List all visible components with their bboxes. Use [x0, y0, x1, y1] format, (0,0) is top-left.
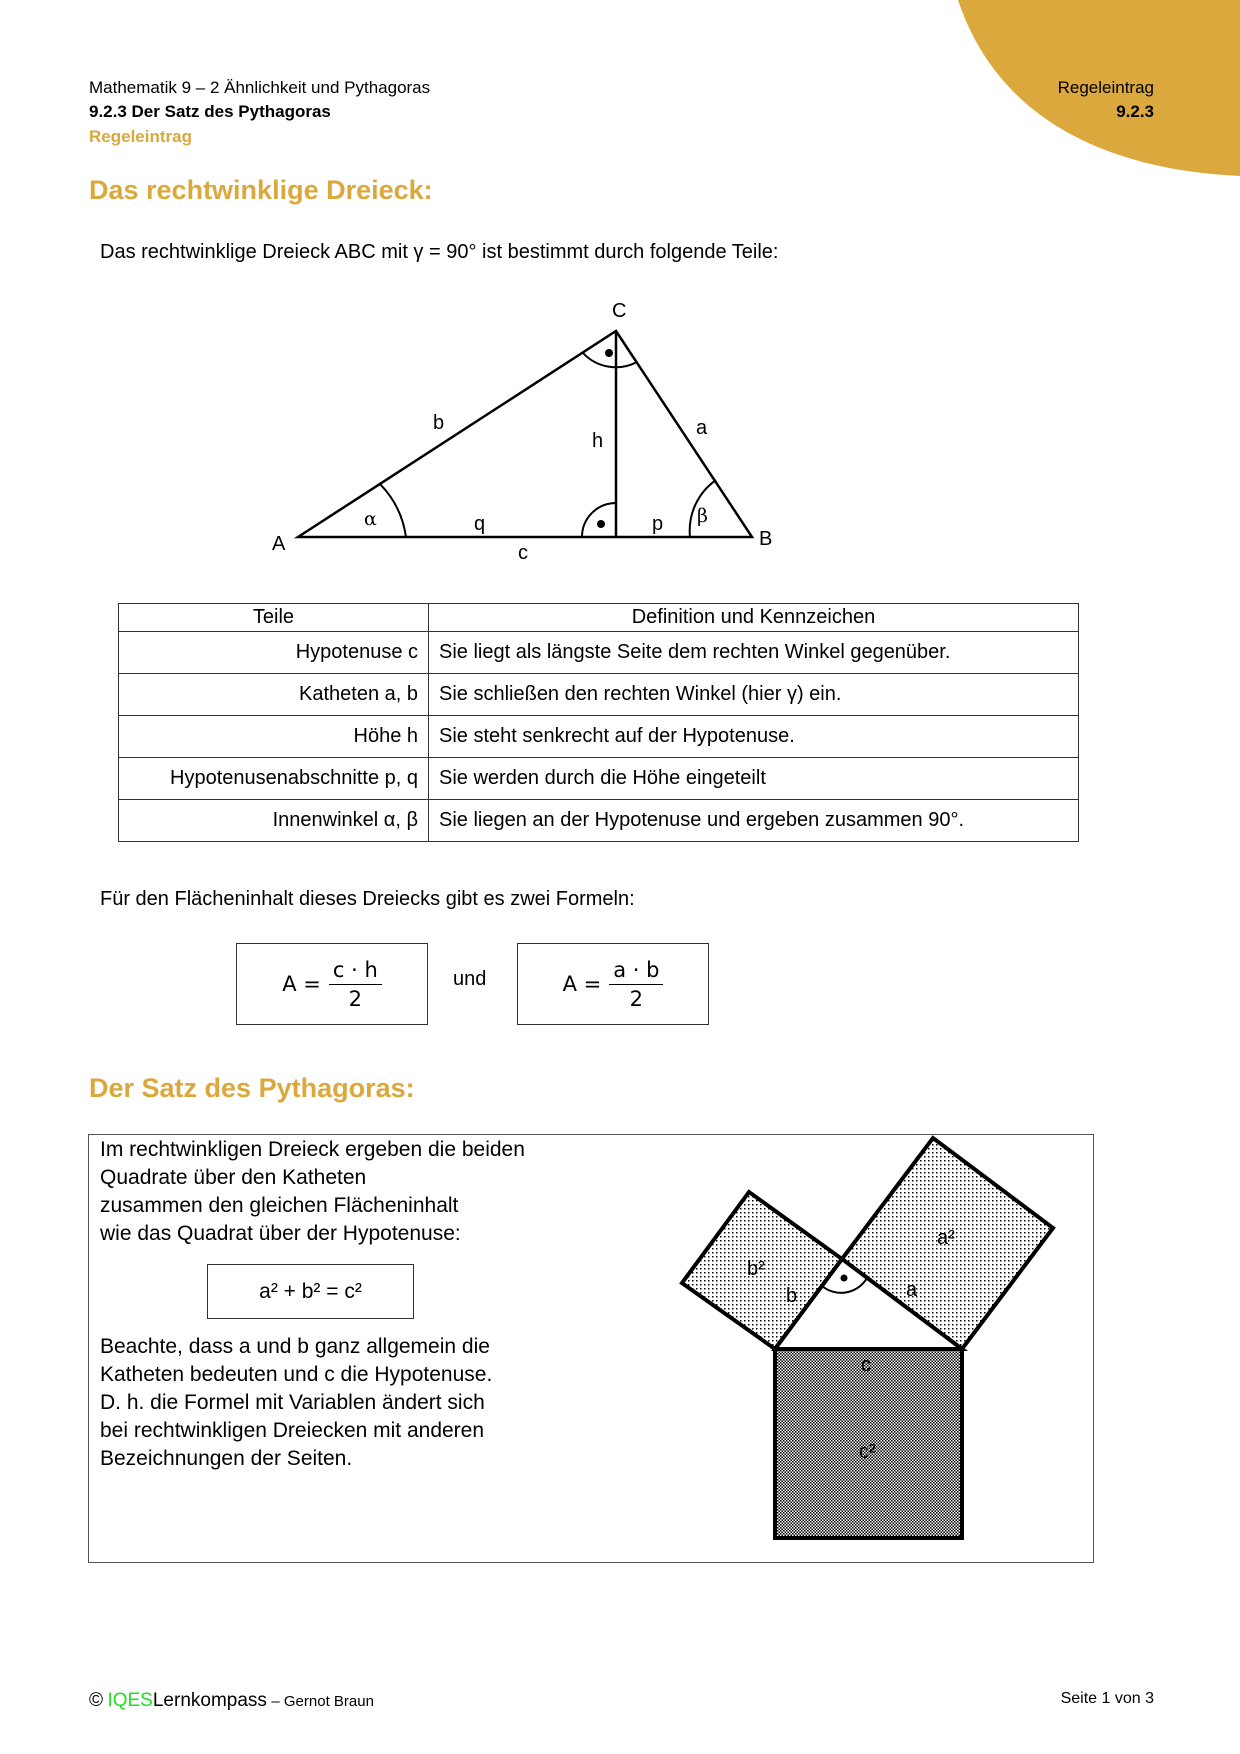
theorem-line: Im rechtwinkligen Dreieck ergeben die beiden [100, 1138, 525, 1161]
formula-numerator: c · h [329, 958, 382, 985]
vertex-label-a: A [272, 533, 286, 555]
square-label-c2: c² [859, 1441, 876, 1463]
segment-label-q: q [474, 513, 486, 535]
theorem-line: wie das Quadrat über der Hypotenuse: [100, 1222, 461, 1245]
chapter-title: 9.2.3 Der Satz des Pythagoras [89, 102, 331, 121]
definition-cell: Sie schließen den rechten Winkel (hier γ) ein. [429, 674, 1079, 716]
height-label-h: h [592, 430, 604, 452]
formula-denominator: 2 [629, 986, 643, 1011]
part-cell: Hypotenusenabschnitte p, q [119, 758, 429, 800]
note-line: Beachte, dass a und b ganz allgemein die [100, 1335, 490, 1358]
square-label-a2: a² [937, 1227, 955, 1249]
side-label-c: c [861, 1354, 871, 1376]
side-label-b: b [433, 412, 445, 434]
brand-iqes: IQES [107, 1690, 153, 1711]
segment-label-p: p [652, 513, 664, 535]
side-label-b: b [786, 1285, 798, 1307]
column-header-parts: Teile [119, 604, 429, 632]
header-right-number: 9.2.3 [1116, 102, 1154, 121]
footer-left [89, 1690, 374, 1712]
side-label-a: a [696, 417, 708, 439]
formula-lhs: A = [282, 972, 321, 996]
side-label-a: a [906, 1279, 918, 1301]
theorem-line: Quadrate über den Katheten [100, 1166, 367, 1189]
definition-cell: Sie liegt als längste Seite dem rechten Winkel gegenüber. [429, 632, 1079, 674]
section-title-triangle: Das rechtwinklige Dreieck: [89, 175, 433, 205]
brand-product: Lernkompass [152, 1690, 267, 1711]
note-line: bei rechtwinkligen Dreiecken mit anderen [100, 1419, 485, 1442]
side-label-c: c [518, 542, 528, 564]
part-cell: Katheten a, b [119, 674, 429, 716]
part-cell: Hypotenuse c [119, 632, 429, 674]
vertex-label-b: B [759, 528, 773, 550]
connector-text: und [453, 968, 487, 990]
course-title: Mathematik 9 – 2 Ähnlichkeit und Pythagoras [89, 78, 431, 97]
definition-cell: Sie liegen an der Hypotenuse und ergeben zusammen 90°. [429, 800, 1079, 842]
note-line: D. h. die Formel mit Variablen ändert sich [100, 1391, 485, 1414]
column-header-definition: Definition und Kennzeichen [429, 604, 1079, 632]
angle-label-alpha: α [364, 508, 377, 530]
page-number: Seite 1 von 3 [1060, 1690, 1154, 1707]
definition-cell: Sie steht senkrecht auf der Hypotenuse. [429, 716, 1079, 758]
area-intro-text: Für den Flächeninhalt dieses Dreiecks gibt es zwei Formeln: [100, 888, 635, 910]
header-right-type: Regeleintrag [1057, 78, 1154, 97]
note-line: Bezeichnungen der Seiten. [100, 1447, 353, 1470]
theorem-line: zusammen den gleichen Flächeninhalt [100, 1194, 459, 1217]
definition-cell: Sie werden durch die Höhe eingeteilt [429, 758, 1079, 800]
pythagoras-equation: a² + b² = c² [259, 1279, 362, 1303]
part-cell: Höhe h [119, 716, 429, 758]
formula-denominator: 2 [348, 986, 362, 1011]
author: – Gernot Braun [271, 1693, 374, 1710]
formula-lhs: A = [562, 972, 602, 996]
copyright-icon: © [89, 1690, 103, 1711]
vertex-label-c: C [612, 300, 627, 322]
part-cell: Innenwinkel α, β [119, 800, 429, 842]
intro-text: Das rechtwinklige Dreieck ABC mit γ = 90° ist bestimmt durch folgende Teile: [100, 241, 779, 263]
section-title-pythagoras: Der Satz des Pythagoras: [89, 1073, 415, 1103]
note-line: Katheten bedeuten und c die Hypotenuse. [100, 1363, 493, 1386]
angle-label-beta: β [697, 505, 708, 527]
formula-numerator: a · b [609, 958, 663, 985]
entry-type: Regeleintrag [89, 127, 192, 146]
square-label-b2: b² [747, 1258, 765, 1280]
